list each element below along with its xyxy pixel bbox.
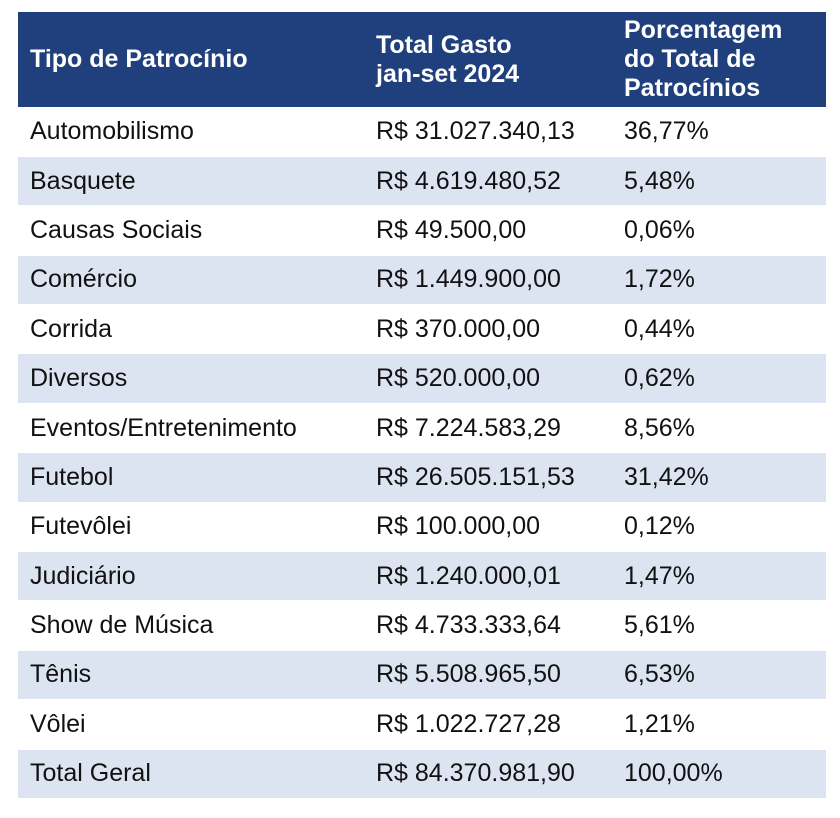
cell-total: R$ 5.508.965,50 [364,650,614,699]
cell-total: R$ 31.027.340,13 [364,107,614,156]
table-row [18,305,826,354]
cell-percentage: 0,62% [614,354,826,403]
header-percentage-line3: Patrocínios [624,74,761,102]
cell-tipo: Show de Música [18,601,364,650]
cell-percentage: 0,44% [614,305,826,354]
table-row [18,453,826,502]
table-row [18,255,826,304]
header-tipo [18,12,364,107]
table-header [18,12,826,107]
sponsorship-table-container [18,12,826,799]
cell-percentage: 31,42% [614,453,826,502]
cell-tipo: Futebol [18,453,364,502]
cell-percentage: 8,56% [614,403,826,452]
cell-tipo: Eventos/Entretenimento [18,403,364,452]
cell-tipo: Total Geral [18,749,364,798]
cell-tipo: Futevôlei [18,502,364,551]
cell-tipo: Corrida [18,305,364,354]
cell-tipo: Comércio [18,255,364,304]
cell-percentage: 36,77% [614,107,826,156]
cell-percentage: 1,72% [614,255,826,304]
cell-total: R$ 49.500,00 [364,206,614,255]
cell-total: R$ 84.370.981,90 [364,749,614,798]
cell-percentage: 6,53% [614,650,826,699]
table-row [18,552,826,601]
cell-total: R$ 4.619.480,52 [364,156,614,205]
table-row [18,650,826,699]
cell-total: R$ 4.733.333,64 [364,601,614,650]
cell-total: R$ 370.000,00 [364,305,614,354]
table-row [18,107,826,156]
header-percentage-line2: do Total de [624,45,756,73]
cell-total: R$ 100.000,00 [364,502,614,551]
table-row-total [18,749,826,798]
cell-percentage: 5,61% [614,601,826,650]
cell-percentage: 100,00% [614,749,826,798]
cell-tipo: Tênis [18,650,364,699]
cell-tipo: Diversos [18,354,364,403]
header-total-line1: Total Gasto [376,30,512,59]
table-body [18,107,826,798]
header-tipo-label: Tipo de Patrocínio [30,45,248,73]
cell-tipo: Judiciário [18,552,364,601]
header-total-line2: jan-set 2024 [376,59,520,88]
header-total [364,12,614,107]
cell-percentage: 1,47% [614,552,826,601]
table-row [18,156,826,205]
header-row [18,12,826,107]
cell-tipo: Vôlei [18,700,364,749]
cell-total: R$ 1.022.727,28 [364,700,614,749]
sponsorship-table [18,12,826,799]
cell-total: R$ 7.224.583,29 [364,403,614,452]
cell-total: R$ 26.505.151,53 [364,453,614,502]
cell-percentage: 5,48% [614,156,826,205]
table-row [18,700,826,749]
cell-total: R$ 1.240.000,01 [364,552,614,601]
table-row [18,206,826,255]
table-row [18,354,826,403]
cell-percentage: 0,12% [614,502,826,551]
table-row [18,601,826,650]
cell-total: R$ 1.449.900,00 [364,255,614,304]
header-percentage-line1: Porcentagem [624,16,783,44]
cell-tipo: Automobilismo [18,107,364,156]
cell-tipo: Basquete [18,156,364,205]
table-row [18,403,826,452]
table-row [18,502,826,551]
cell-percentage: 0,06% [614,206,826,255]
cell-total: R$ 520.000,00 [364,354,614,403]
cell-tipo: Causas Sociais [18,206,364,255]
cell-percentage: 1,21% [614,700,826,749]
header-percentage [614,12,826,107]
